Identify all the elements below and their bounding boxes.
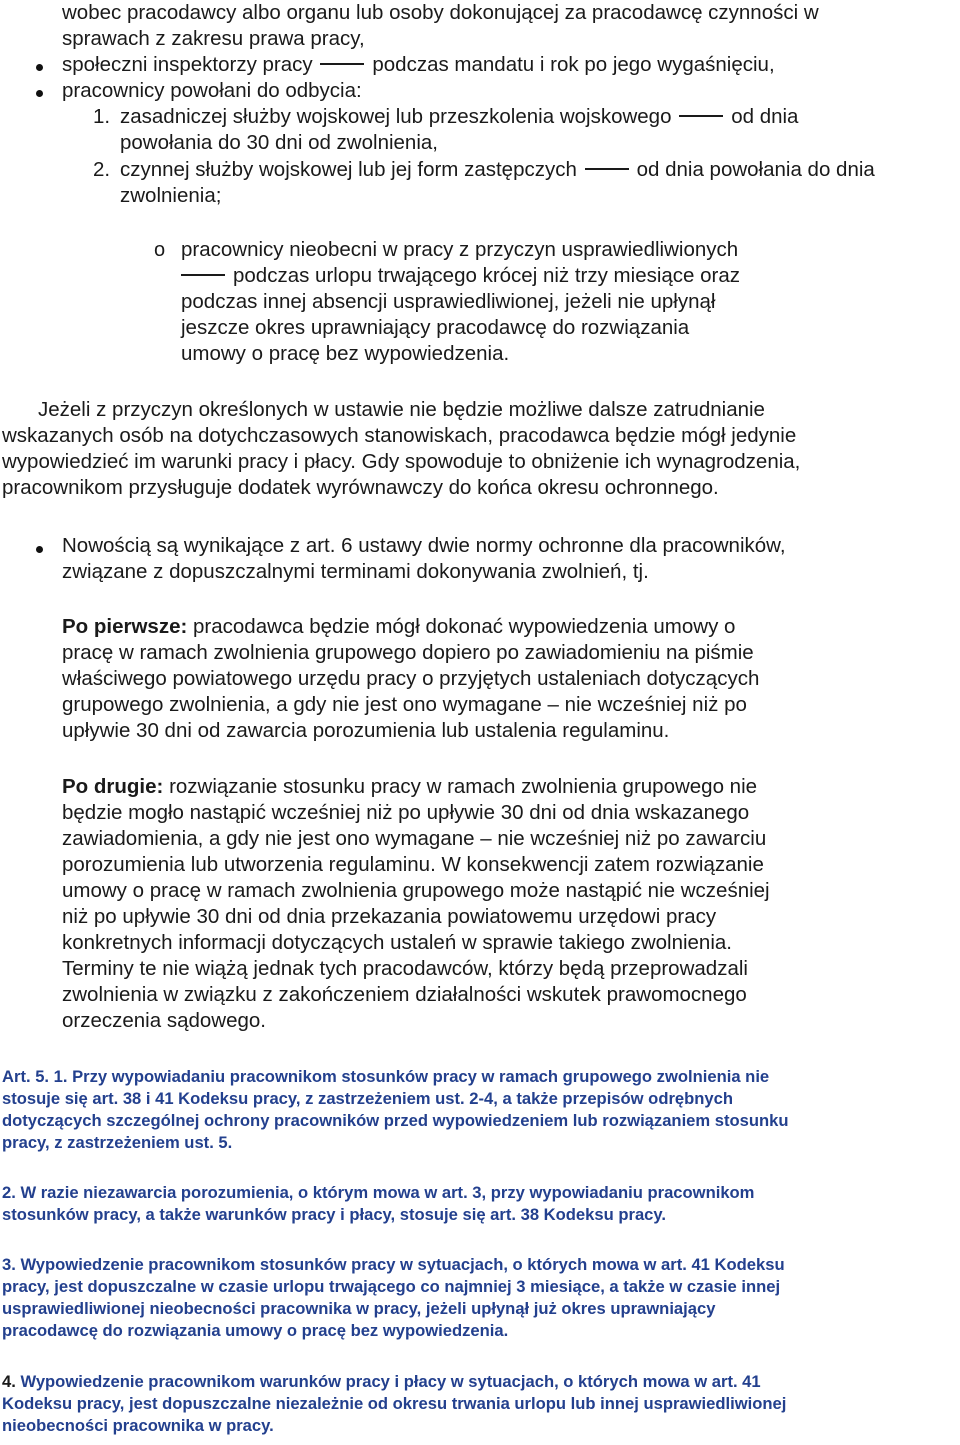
- nowoscia-line-1: Nowością są wynikające z art. 6 ustawy dwie normy ochronne dla pracowników,: [62, 534, 786, 557]
- intro-line-1: wobec pracodawcy albo organu lub osoby dokonującej za pracodawcę czynności w: [62, 1, 819, 24]
- numbered-item-1-line-2: powołania do 30 dni od zwolnienia,: [120, 131, 438, 154]
- bullet-icon: [36, 546, 43, 553]
- po-drugie-line-4: porozumienia lub utworzenia regulaminu. W konsekwencji zatem rozwiązanie: [62, 853, 764, 876]
- po-drugie-line-9: zwolnienia w związku z zakończeniem działalności wskutek prawomocnego: [62, 983, 747, 1006]
- art5-p4-line-3: nieobecności pracownika w pracy.: [2, 1416, 274, 1435]
- numbered-item-2-post: od dnia powołania do dnia: [636, 158, 875, 181]
- art5-p1-line-1: Art. 5. 1. Przy wypowiadaniu pracownikom stosunków pracy w ramach grupowego zwolnienia nie: [2, 1067, 770, 1086]
- po-drugie-line-7: konkretnych informacji dotyczących ustaleń w sprawie takiego zwolnienia.: [62, 931, 732, 954]
- art5-p1-line-2: stosuje się art. 38 i 41 Kodeksu pracy, z zastrzeżeniem ust. 2-4, a także przepisów odrębnych: [2, 1089, 734, 1108]
- art5-p2-line-1: 2. W razie niezawarcia porozumienia, o którym mowa w art. 3, przy wypowiadaniu pracownikom: [2, 1183, 755, 1202]
- numbered-item-2-line-1: [120, 157, 875, 183]
- numbered-item-1-line-1: [120, 104, 798, 130]
- em-dash: [181, 274, 225, 276]
- numbered-marker-2: 2.: [93, 158, 111, 181]
- sub-item-line-3: podczas innej absencji usprawiedliwionej, jeżeli nie upłynął: [181, 290, 716, 313]
- intro-line-2: sprawach z zakresu prawa pracy,: [62, 27, 365, 50]
- jezeli-line-2: wskazanych osób na dotychczasowych stanowiskach, pracodawca będzie mógł jedynie: [2, 424, 797, 447]
- po-pierwsze-line-2: pracę w ramach zwolnienia grupowego dopiero po zawiadomieniu na piśmie: [62, 641, 754, 664]
- em-dash: [679, 115, 723, 117]
- numbered-marker-1: 1.: [93, 105, 111, 128]
- art5-p4-line-2: Kodeksu pracy, jest dopuszczalne niezależnie od okresu trwania urlopu lub innej usprawiedliwionej: [2, 1394, 787, 1413]
- art5-p4-line-1-text: Wypowiedzenie pracownikom warunków pracy i płacy w sytuacjach, o których mowa w art. 41: [15, 1372, 761, 1391]
- bullet-inspectors-pre: społeczni inspektorzy pracy: [62, 53, 313, 76]
- po-drugie-line-1: [62, 774, 757, 800]
- sub-item-line-2: [181, 263, 740, 289]
- po-drugie-line-6: niż po upływie 30 dni od dnia przekazania powiatowemu urzędowi pracy: [62, 905, 717, 928]
- sub-item-line-4: jeszcze okres uprawniający pracodawcę do rozwiązania: [181, 316, 690, 339]
- jezeli-line-1: Jeżeli z przyczyn określonych w ustawie nie będzie możliwe dalsze zatrudnianie: [38, 398, 765, 421]
- art5-p3-line-2: pracy, jest dopuszczalne w czasie urlopu trwającego co najmniej 3 miesiące, a także w czasie innej: [2, 1277, 781, 1296]
- po-drugie-label: Po drugie:: [62, 775, 164, 798]
- art5-p1-line-4: pracy, z zastrzeżeniem ust. 5.: [2, 1133, 233, 1152]
- art5-p2-line-2: stosunków pracy, a także warunków pracy i płacy, stosuje się art. 38 Kodeksu pracy.: [2, 1205, 667, 1224]
- em-dash: [320, 63, 364, 65]
- po-drugie-line-2: będzie mogło nastąpić wcześniej niż po upływie 30 dni od dnia wskazanego: [62, 801, 750, 824]
- bullet-icon: [36, 64, 43, 71]
- sub-item-line-1: pracownicy nieobecni w pracy z przyczyn usprawiedliwionych: [181, 238, 739, 261]
- art5-p3-line-3: usprawiedliwionej nieobecności pracownika w pracy, jeżeli upłynął już okres uprawniający: [2, 1299, 716, 1318]
- po-drugie-line-8: Terminy te nie wiążą jednak tych pracodawców, którzy będą przeprowadzali: [62, 957, 748, 980]
- po-drugie-line-5: umowy o pracę w ramach zwolnienia grupowego może nastąpić nie wcześniej: [62, 879, 770, 902]
- art5-p3-line-1: 3. Wypowiedzenie pracownikom stosunków pracy w sytuacjach, o których mowa w art. 41 Kodeksu: [2, 1255, 785, 1274]
- art5-p4-number: 4.: [2, 1372, 16, 1391]
- jezeli-line-3: wypowiedzieć im warunki pracy i płacy. Gdy spowoduje to obniżenie ich wynagrodzenia,: [2, 450, 801, 473]
- numbered-item-1-post: od dnia: [731, 105, 799, 128]
- po-pierwsze-label: Po pierwsze:: [62, 615, 188, 638]
- numbered-item-1-pre: zasadniczej służby wojskowej lub przeszkolenia wojskowego: [120, 105, 672, 128]
- sub-item-line-2-text: podczas urlopu trwającego krócej niż trzy miesiące oraz: [233, 264, 741, 287]
- po-pierwsze-line-5: upływie 30 dni od zawarcia porozumienia lub ustalenia regulaminu.: [62, 719, 670, 742]
- sub-item-line-5: umowy o pracę bez wypowiedzenia.: [181, 342, 510, 365]
- po-drugie-line-10: orzeczenia sądowego.: [62, 1009, 266, 1032]
- po-pierwsze-line-4: grupowego zwolnienia, a gdy nie jest ono wymagane – nie wcześniej niż po: [62, 693, 747, 716]
- art5-p3-line-4: pracodawcę do rozwiązania umowy o pracę bez wypowiedzenia.: [2, 1321, 509, 1340]
- nowoscia-line-2: związane z dopuszczalnymi terminami dokonywania zwolnień, tj.: [62, 560, 649, 583]
- bullet-icon: [36, 90, 43, 97]
- po-pierwsze-line-3: właściwego powiatowego urzędu pracy o przyjętych ustaleniach dotyczących: [62, 667, 760, 690]
- numbered-item-2-pre: czynnej służby wojskowej lub jej form zastępczych: [120, 158, 577, 181]
- art5-p1-line-3: dotyczących szczególnej ochrony pracowników przed wypowiedzeniem lub rozwiązaniem stosunku: [2, 1111, 789, 1130]
- bullet-inspectors: [62, 52, 775, 78]
- po-drugie-text-1: rozwiązanie stosunku pracy w ramach zwolnienia grupowego nie: [169, 775, 758, 798]
- po-pierwsze-text-1: pracodawca będzie mógł dokonać wypowiedzenia umowy o: [193, 615, 736, 638]
- bullet-conscripts: pracownicy powołani do odbycia:: [62, 79, 362, 102]
- em-dash: [585, 168, 629, 170]
- po-pierwsze-line-1: [62, 614, 735, 640]
- numbered-item-2-line-2: zwolnienia;: [120, 184, 222, 207]
- circle-bullet-icon: o: [154, 239, 166, 261]
- po-drugie-line-3: zawiadomienia, a gdy nie jest ono wymagane – nie wcześniej niż po zawarciu: [62, 827, 767, 850]
- art5-p4-line-1: [2, 1371, 761, 1393]
- bullet-inspectors-post: podczas mandatu i rok po jego wygaśnięciu,: [372, 53, 775, 76]
- jezeli-line-4: pracownikom przysługuje dodatek wyrównawczy do końca okresu ochronnego.: [2, 476, 719, 499]
